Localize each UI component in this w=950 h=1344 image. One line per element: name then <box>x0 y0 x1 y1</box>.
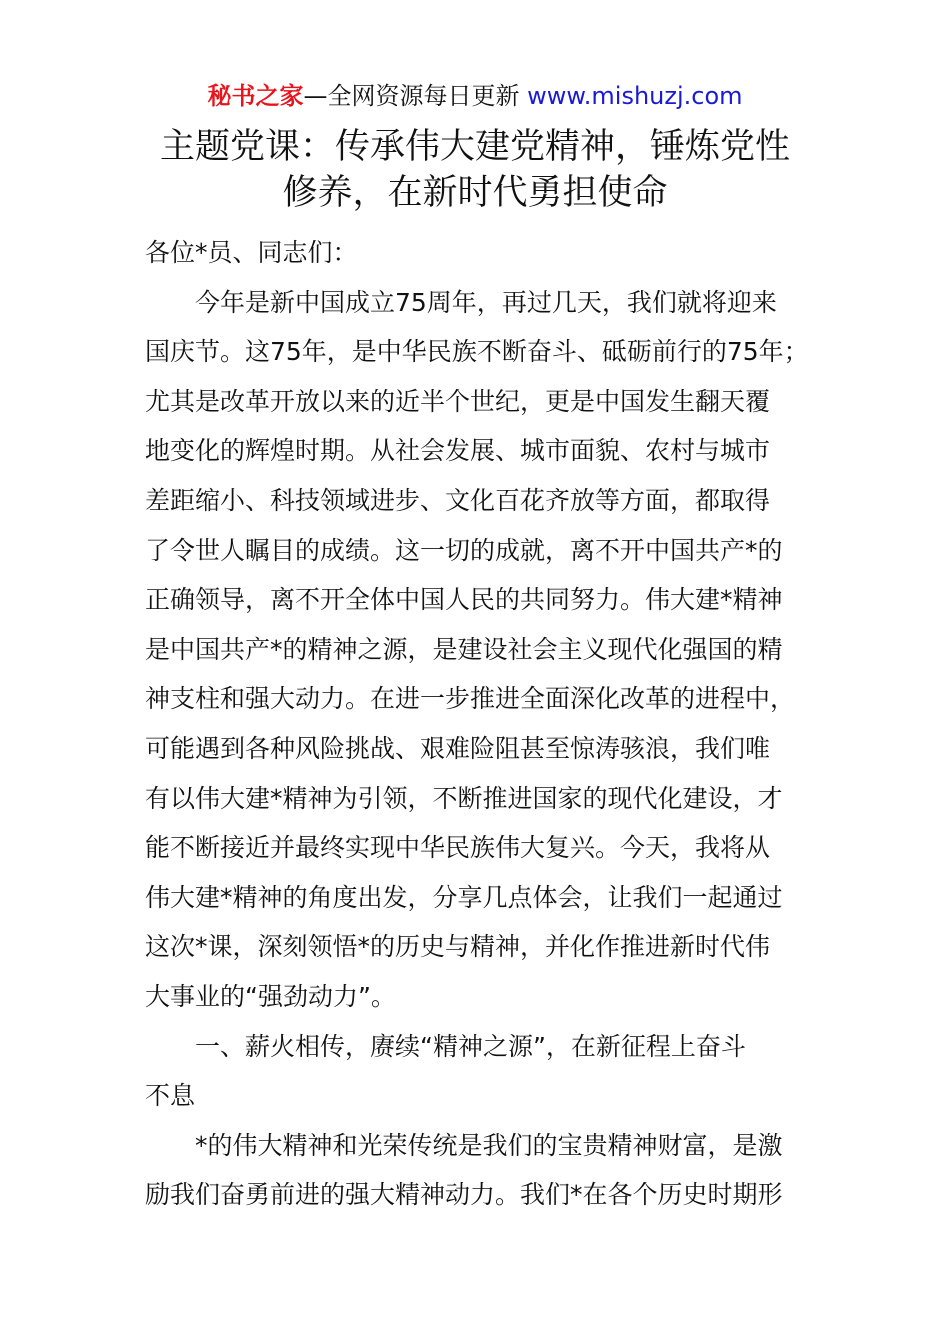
document-body <box>145 228 835 1220</box>
text-line: 各位*员、同志们： <box>145 238 358 267</box>
text-line: 励我们奋勇前进的强大精神动力。我们*在各个历史时期形 <box>145 1180 783 1210</box>
text-line: 是中国共产*的精神之源，是建设社会主义现代化强国的精 <box>145 634 783 664</box>
site-url-link[interactable]: www.mishuzj.com <box>527 82 743 110</box>
text-line: 差距缩小、科技领域进步、文化百花齐放等方面，都取得 <box>145 485 771 515</box>
brand-name: 秘书之家 <box>207 82 304 110</box>
text-line: 可能遇到各种风险挑战、艰难险阻甚至惊涛骇浪，我们唯 <box>145 733 771 763</box>
banner-slogan: —全网资源每日更新 <box>303 82 520 110</box>
text-line: 有以伟大建*精神为引领，不断推进国家的现代化建设，才 <box>145 783 783 813</box>
text-line: 今年是新中国成立75周年，再过几天，我们就将迎来 <box>195 287 777 317</box>
text-line: 了令世人瞩目的成绩。这一切的成就，离不开中国共产*的 <box>145 535 783 565</box>
text-line: 伟大建*精神的角度出发，分享几点体会，让我们一起通过 <box>145 882 783 912</box>
site-banner <box>0 80 950 112</box>
section-heading-cont: 不息 <box>145 1081 196 1111</box>
text-line: 国庆节。这75年，是中华民族不断奋斗、砥砺前行的75年； <box>145 337 809 367</box>
title-line-2: 修养，在新时代勇担使命 <box>282 173 668 213</box>
document-title <box>100 124 850 216</box>
text-line: 地变化的辉煌时期。从社会发展、城市面貌、农村与城市 <box>145 436 771 466</box>
title-line-1: 主题党课：传承伟大建党精神，锤炼党性 <box>159 127 790 167</box>
text-line: 这次*课，深刻领悟*的历史与精神，并化作推进新时代伟 <box>145 932 771 962</box>
text-line: 尤其是改革开放以来的近半个世纪，更是中国发生翻天覆 <box>145 386 771 416</box>
text-line: *的伟大精神和光荣传统是我们的宝贵精神财富，是激 <box>195 1130 783 1160</box>
text-line: 大事业的“强劲动力”。 <box>145 981 396 1011</box>
text-line: 正确领导，离不开全体中国人民的共同努力。伟大建*精神 <box>145 585 783 615</box>
text-line: 能不断接近并最终实现中华民族伟大复兴。今天，我将从 <box>145 833 771 863</box>
section-heading: 一、薪火相传，赓续“精神之源”，在新征程上奋斗 <box>195 1031 746 1061</box>
text-line: 神支柱和强大动力。在进一步推进全面深化改革的进程中， <box>145 684 796 714</box>
